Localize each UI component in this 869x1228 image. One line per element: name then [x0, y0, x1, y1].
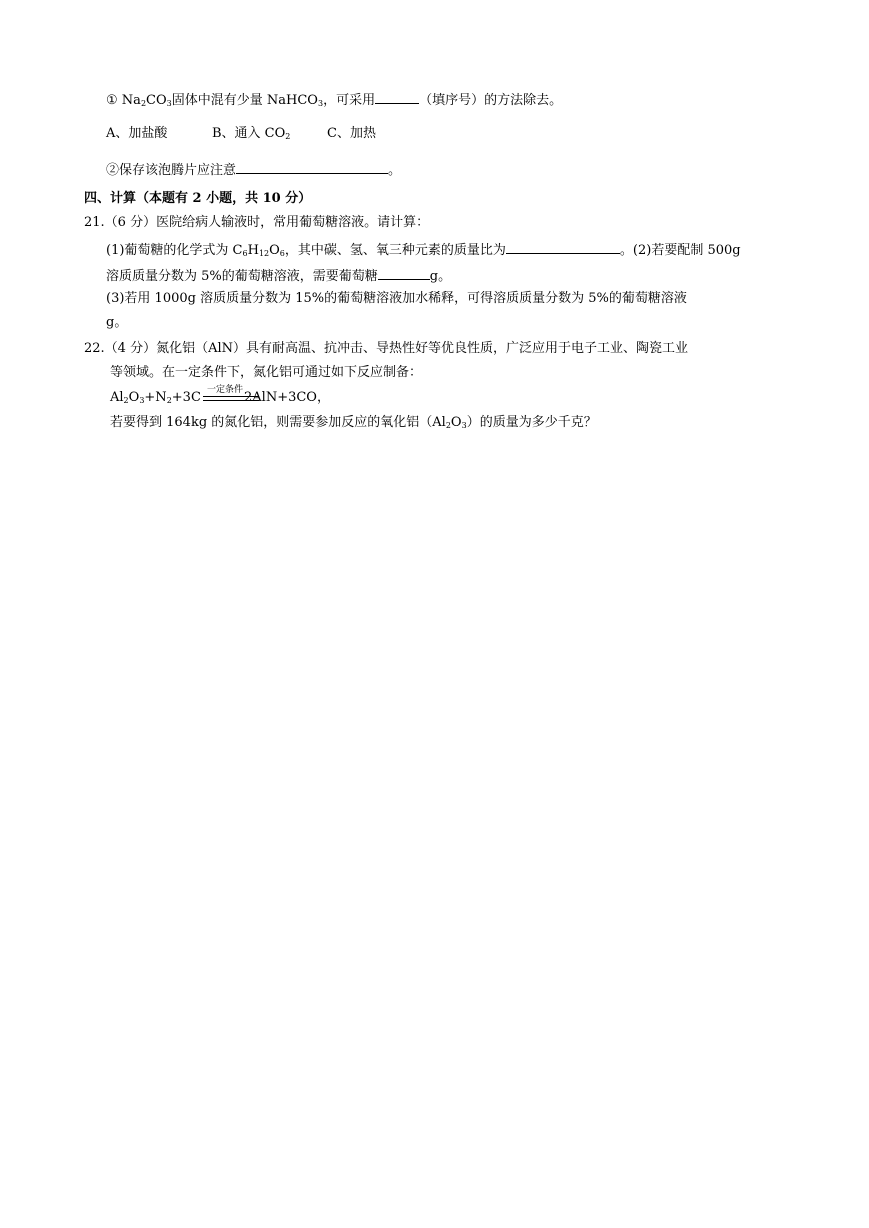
answer-blank-1[interactable]: [375, 90, 419, 104]
q22-line2: 等领域。在一定条件下，氮化铝可通过如下反应制备：: [110, 365, 423, 380]
q22-equation-right: 2AlN+3CO，: [244, 390, 330, 405]
answer-blank-2[interactable]: [236, 160, 388, 174]
formula-nahco3: NaHCO$_3$: [266, 93, 324, 108]
q22-equation-left: $Al_2O_3+N_2+3C$: [110, 390, 201, 405]
q21-part2: 溶质质量分数为 5%的葡萄糖溶液，需要葡萄糖 g。: [106, 266, 451, 286]
q21-intro: 21.（6 分）医院给病人输液时，常用葡萄糖溶液。请计算：: [84, 215, 430, 230]
answer-blank-4[interactable]: [378, 266, 430, 280]
section-title: 四、计算（本题有 2 小题，共 10 分）: [84, 191, 312, 206]
q21-part3-cont: g。: [106, 315, 128, 330]
answer-blank-3[interactable]: [506, 240, 620, 254]
condition-text: 一定条件: [207, 385, 244, 395]
q22-line1: 22.（4 分）氮化铝（AlN）具有耐高温、抗冲击、导热性好等优良性质，广泛应用于电子工业、陶瓷工业: [84, 341, 688, 356]
formula-na2co3: $Na_2CO_3$: [121, 93, 172, 108]
q20-options: [106, 125, 376, 143]
option-a: A、加盐酸: [106, 126, 168, 141]
option-b: B、通入 $CO_2$: [212, 126, 291, 141]
option-c: C、加热: [327, 126, 376, 141]
q21-part1: (1)葡萄糖的化学式为 $C_6H_{12}O_6$，其中碳、氢、氧三种元素的质量比为 。(2)若要配制 500g: [106, 240, 741, 260]
q22-question: 若要得到 164kg 的氮化铝，则需要参加反应的氧化铝$(Al_2O_3)$的质量为多少千克？: [110, 415, 597, 430]
q21-part3: (3)若用 1000g 溶质质量分数为 15%的葡萄糖溶液加水稀释，可得溶质质量分数为 5%的葡萄糖溶液: [106, 291, 687, 306]
circled-number: ①: [106, 93, 118, 108]
q20-part1: ① $Na_2CO_3$固体中混有少量 NaHCO$_3$，可采用 （填序号）的方法除去。: [106, 90, 562, 110]
q20-part2: ②保存该泡腾片应注意 。: [106, 160, 401, 180]
